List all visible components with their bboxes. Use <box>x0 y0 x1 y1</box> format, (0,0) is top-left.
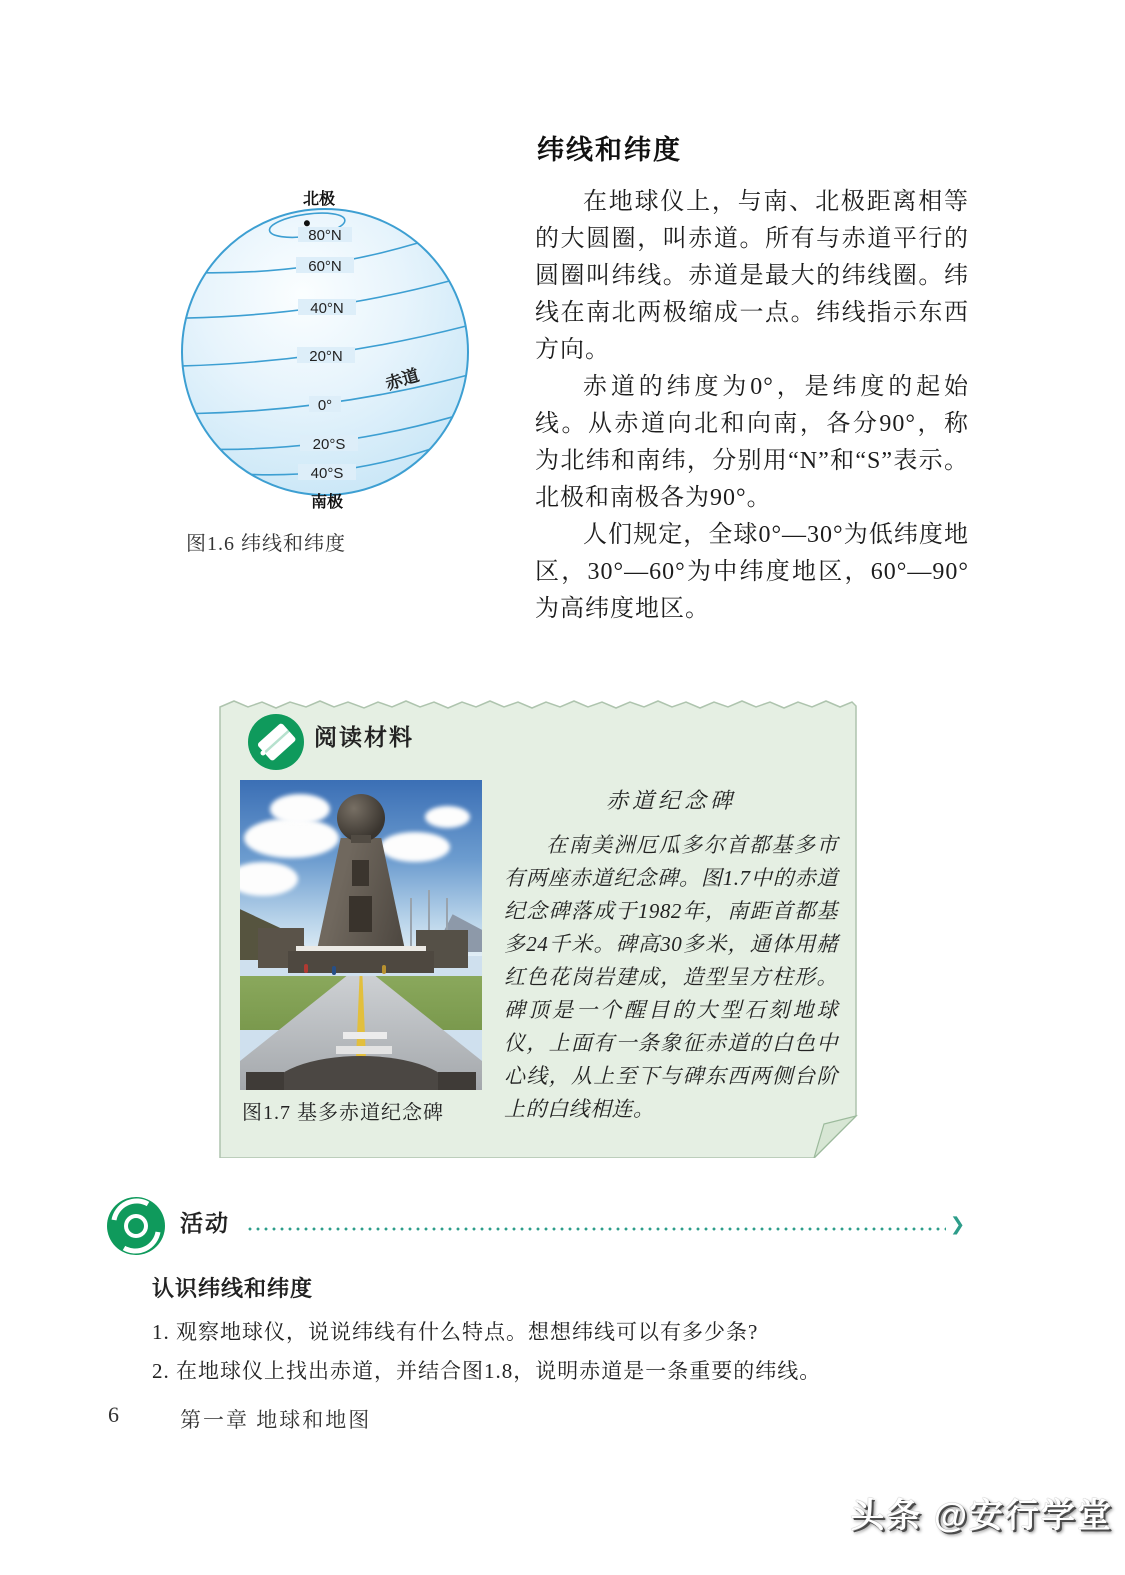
photo-cloud <box>244 818 339 858</box>
latitude-label: 20°S <box>312 436 346 453</box>
south-pole-label: 南极 <box>310 494 344 511</box>
activity-icon <box>104 1194 168 1258</box>
chapter-title: 第一章 地球和地图 <box>180 1408 372 1432</box>
north-pole-label: 北极 <box>302 191 336 208</box>
photo-plaque <box>336 1046 392 1054</box>
latitude-label: 60°N <box>308 258 342 275</box>
reading-body: 在南美洲厄瓜多尔首都基多市有两座赤道纪念碑。图1.7中的赤道纪念碑落成于1982年，南距首都基多24千米。碑高30多米，通体用赭红色花岗岩建成，造型呈方柱形。碑顶是一个醒目的大型石刻地球仪，上面有一条象征赤道的白色中心线，从上至下与碑东西两侧台阶上的白线相连。 <box>504 833 838 1121</box>
section-heading: 纬线和纬度 <box>537 135 682 165</box>
activity-items <box>152 1314 912 1392</box>
activity-label: 活动 <box>180 1210 230 1236</box>
activity-dotted-line <box>246 1226 946 1232</box>
reading-text-column <box>504 784 838 1126</box>
activity-item-1: 1. 观察地球仪，说说纬线有什么特点。想想纬线可以有多少条? <box>152 1320 759 1344</box>
activity-item-2: 2. 在地球仪上找出赤道，并结合图1.8，说明赤道是一条重要的纬线。 <box>152 1359 822 1383</box>
photo-monument-panel <box>352 860 369 886</box>
page-number: 6 <box>108 1402 119 1427</box>
photo-person <box>382 965 386 974</box>
globe-diagram <box>172 180 482 530</box>
latitude-label: 80°N <box>308 227 342 244</box>
reading-title: 赤道纪念碑 <box>605 788 736 813</box>
photo-pedestal-side <box>246 1072 284 1090</box>
paragraph-2: 赤道的纬度为0°，是纬度的起始线。从赤道向北和向南，各分90°，称为北纬和南纬，分别用“N”和“S”表示。北极和南极各为90°。 <box>535 374 969 511</box>
photo-monument-neck <box>351 835 371 843</box>
photo-base-wall <box>288 951 434 973</box>
reading-material-box <box>218 692 858 1158</box>
reading-material-label: 阅读材料 <box>314 724 414 750</box>
photo-monument-panel <box>349 896 372 932</box>
latitude-labels <box>296 227 358 482</box>
reading-material-icon <box>246 712 306 772</box>
latitude-label: 20°N <box>309 348 343 365</box>
latitude-label: 0° <box>317 397 333 414</box>
latitude-label: 40°S <box>310 465 344 482</box>
paragraph-1: 在地球仪上，与南、北极距离相等的大圆圈，叫赤道。所有与赤道平行的圆圈叫纬线。赤道是最大的纬线圈。纬线在南北两极缩成一点。纬线指示东西方向。 <box>535 189 969 363</box>
photo-cloud <box>425 806 470 828</box>
activity-subtitle: 认识纬线和纬度 <box>152 1276 314 1301</box>
photo-cloud <box>270 794 330 824</box>
figure-1-7-caption: 图1.7 基多赤道纪念碑 <box>242 1102 444 1124</box>
photo-person <box>304 964 308 973</box>
body-text-column <box>535 184 969 628</box>
photo-plaque <box>343 1032 387 1039</box>
monument-photo <box>240 780 482 1090</box>
paragraph-3: 人们规定，全球0°—30°为低纬度地区，30°—60°为中纬度地区，60°—90°为高纬度地区。 <box>535 522 969 622</box>
photo-pedestal-side <box>438 1072 476 1090</box>
activity-arrow-icon: ❯ <box>950 1214 966 1235</box>
equator-label: 赤道 <box>383 365 422 394</box>
photo-person <box>332 966 336 975</box>
photo-cloud <box>380 832 450 862</box>
figure-1-6-caption: 图1.6 纬线和纬度 <box>186 533 346 555</box>
latitude-label: 40°N <box>310 300 344 317</box>
watermark: 头条 @安行学堂 <box>850 1497 1113 1535</box>
